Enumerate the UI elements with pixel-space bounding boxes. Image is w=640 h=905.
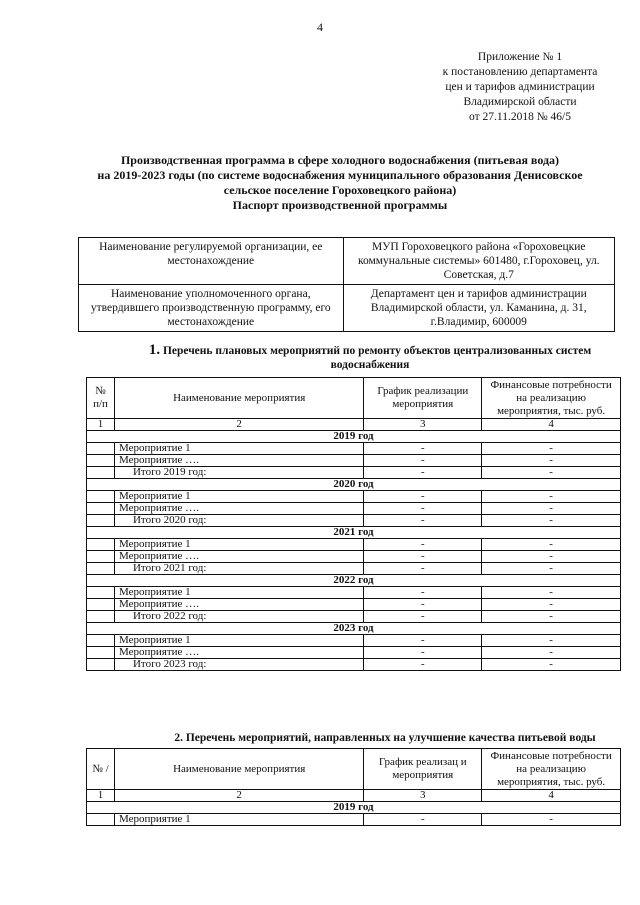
row-number	[87, 551, 115, 563]
finance-value: -	[482, 455, 621, 467]
column-number: 3	[364, 790, 482, 802]
column-number: 3	[364, 419, 482, 431]
title-line-4: Паспорт производственной программы	[232, 198, 448, 212]
year-label: 2023 год	[87, 623, 621, 635]
schedule-value: -	[364, 551, 482, 563]
section1-title: Перечень плановых мероприятий по ремонту объектов централизованных систем водоснабжения	[162, 345, 592, 371]
column-number: 4	[482, 419, 621, 431]
finance-value: -	[482, 515, 621, 527]
table-row	[87, 467, 621, 479]
organization-label: Наименование регулируемой организации, ее местонахождение	[79, 238, 344, 285]
row-number	[87, 515, 115, 527]
row-number	[87, 455, 115, 467]
row-number	[87, 659, 115, 671]
year-row	[87, 623, 621, 635]
row-number	[87, 503, 115, 515]
row-number	[87, 814, 115, 826]
column-number: 1	[87, 790, 115, 802]
activity-name: Мероприятие ….	[114, 503, 363, 515]
appendix-line-3: цен и тарифов администрации	[445, 81, 595, 93]
year-row	[87, 802, 621, 814]
year-row	[87, 431, 621, 443]
table-row	[87, 491, 621, 503]
appendix-line-2: к постановлению департамента	[442, 66, 598, 78]
finance-value: -	[482, 563, 621, 575]
schedule-value: -	[364, 659, 482, 671]
row-number	[87, 599, 115, 611]
table-row	[87, 587, 621, 599]
column-number-row	[87, 790, 621, 802]
activity-name: Мероприятие ….	[114, 455, 363, 467]
schedule-value: -	[364, 503, 482, 515]
title-line-2: на 2019-2023 годы (по системе водоснабжения муниципального образования Денисовское	[97, 168, 583, 182]
table-row	[87, 659, 621, 671]
total-label: Итого 2023 год:	[114, 659, 363, 671]
row-number	[87, 587, 115, 599]
schedule-header: График реализации мероприятия	[364, 378, 482, 419]
total-label: Итого 2021 год:	[114, 563, 363, 575]
year-row	[87, 575, 621, 587]
finance-value: -	[482, 599, 621, 611]
name-header: Наименование мероприятия	[114, 749, 363, 790]
year-label: 2022 год	[87, 575, 621, 587]
page-number: 4	[317, 20, 323, 34]
table-row	[87, 635, 621, 647]
year-label: 2020 год	[87, 479, 621, 491]
title-line-3: сельское поселение Гороховецкого района)	[223, 183, 457, 197]
appendix-block	[420, 50, 620, 125]
column-number: 1	[87, 419, 115, 431]
year-label: 2019 год	[87, 431, 621, 443]
passport-table	[78, 237, 615, 332]
number-header: № /	[87, 749, 115, 790]
schedule-value: -	[364, 443, 482, 455]
activity-name: Мероприятие ….	[114, 551, 363, 563]
year-row	[87, 479, 621, 491]
finance-value: -	[482, 551, 621, 563]
finance-value: -	[482, 647, 621, 659]
schedule-value: -	[364, 455, 482, 467]
row-number	[87, 467, 115, 479]
header-row	[87, 378, 621, 419]
activity-name: Мероприятие ….	[114, 599, 363, 611]
column-number: 4	[482, 790, 621, 802]
schedule-value: -	[364, 599, 482, 611]
activity-name: Мероприятие 1	[114, 443, 363, 455]
header-row	[87, 749, 621, 790]
appendix-line-5: от 27.11.2018 № 46/5	[469, 111, 571, 123]
table-row	[87, 455, 621, 467]
table-row	[87, 503, 621, 515]
table-row	[87, 551, 621, 563]
row-number	[87, 611, 115, 623]
schedule-value: -	[364, 635, 482, 647]
table-row	[87, 443, 621, 455]
finance-value: -	[482, 443, 621, 455]
table-row	[87, 599, 621, 611]
finance-value: -	[482, 491, 621, 503]
finance-header: Финансовые потребности на реализацию мероприятия, тыс. руб.	[482, 749, 621, 790]
column-number-row	[87, 419, 621, 431]
schedule-value: -	[364, 515, 482, 527]
section1-heading	[120, 343, 620, 372]
schedule-value: -	[364, 539, 482, 551]
finance-value: -	[482, 635, 621, 647]
schedule-value: -	[364, 814, 482, 826]
finance-value: -	[482, 539, 621, 551]
table-row	[87, 539, 621, 551]
appendix-line-4: Владимирской области	[463, 96, 577, 108]
total-label: Итого 2020 год:	[114, 515, 363, 527]
table-row	[87, 647, 621, 659]
finance-value: -	[482, 611, 621, 623]
row-number	[87, 443, 115, 455]
activity-name: Мероприятие ….	[114, 647, 363, 659]
finance-value: -	[482, 587, 621, 599]
activity-name: Мероприятие 1	[114, 539, 363, 551]
appendix-line-1: Приложение № 1	[477, 51, 563, 63]
column-number: 2	[114, 419, 363, 431]
repair-plan-table	[86, 377, 621, 671]
organization-value: МУП Гороховецкого района «Гороховецкие коммунальные системы» 601480, г.Гороховец, ул. Советская, д.7	[343, 238, 614, 285]
schedule-value: -	[364, 563, 482, 575]
table-row	[87, 563, 621, 575]
section1-number: 1.	[148, 342, 161, 358]
water-quality-table	[86, 748, 621, 826]
name-header: Наименование мероприятия	[114, 378, 363, 419]
total-label: Итого 2019 год:	[114, 467, 363, 479]
schedule-header: График реализац и мероприятия	[364, 749, 482, 790]
table-row	[87, 515, 621, 527]
schedule-value: -	[364, 467, 482, 479]
activity-name: Мероприятие 1	[114, 587, 363, 599]
schedule-value: -	[364, 647, 482, 659]
row-number	[87, 635, 115, 647]
total-label: Итого 2022 год:	[114, 611, 363, 623]
finance-header: Финансовые потребности на реализацию мероприятия, тыс. руб.	[482, 378, 621, 419]
row-number	[87, 647, 115, 659]
year-label: 2019 год	[87, 802, 621, 814]
finance-value: -	[482, 814, 621, 826]
finance-value: -	[482, 659, 621, 671]
row-number	[87, 491, 115, 503]
activity-name: Мероприятие 1	[114, 814, 363, 826]
activity-name: Мероприятие 1	[114, 635, 363, 647]
year-row	[87, 527, 621, 539]
title-line-1: Производственная программа в сфере холодного водоснабжения (питьевая вода)	[120, 153, 560, 167]
column-number: 2	[114, 790, 363, 802]
schedule-value: -	[364, 587, 482, 599]
finance-value: -	[482, 503, 621, 515]
schedule-value: -	[364, 491, 482, 503]
row-number	[87, 539, 115, 551]
document-title	[80, 153, 600, 213]
section2-heading: 2. Перечень мероприятий, направленных на улучшение качества питьевой воды	[174, 732, 596, 744]
year-label: 2021 год	[87, 527, 621, 539]
table-row	[87, 814, 621, 826]
activity-name: Мероприятие 1	[114, 491, 363, 503]
table-row	[87, 611, 621, 623]
row-number	[87, 563, 115, 575]
authority-label: Наименование уполномоченного органа, утвердившего производственную программу, его местонахождение	[79, 285, 344, 332]
finance-value: -	[482, 467, 621, 479]
number-header: № п/п	[87, 378, 115, 419]
schedule-value: -	[364, 611, 482, 623]
authority-value: Департамент цен и тарифов администрации Владимирской области, ул. Каманина, д. 31, г.Владимир, 600009	[343, 285, 614, 332]
